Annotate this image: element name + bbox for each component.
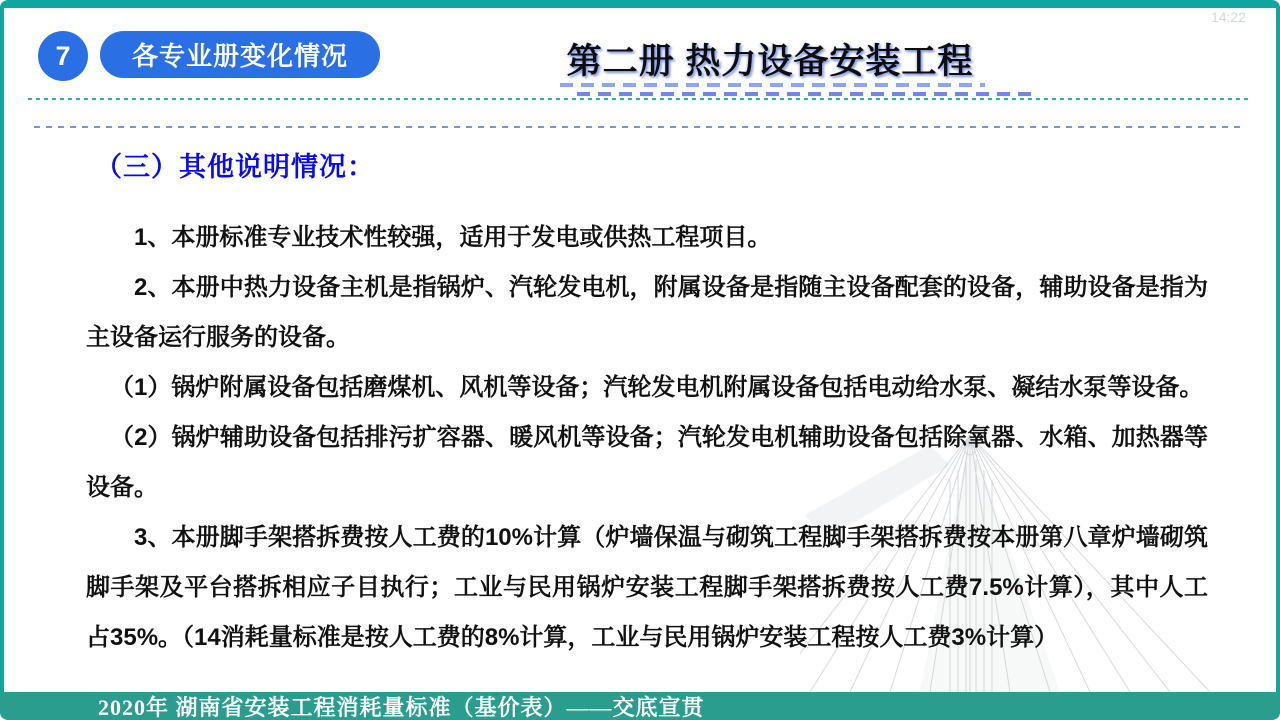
- paragraph-5: 3、本册脚手架搭拆费按人工费的10%计算（炉墙保温与砌筑工程脚手架搭拆费按本册第八章炉墙砌筑脚手架及平台搭拆相应子目执行；工业与民用锅炉安装工程脚手架搭拆费按人工费7.5%计算），其中人工占35%。（14消耗量标准是按人工费的8%计算，工业与民用锅炉安装工程按人工费3%计算）: [86, 524, 1208, 651]
- slide-frame-left: [0, 0, 4, 720]
- content-heading: （三）其他说明情况：: [95, 152, 375, 182]
- footer-text: 2020年 湖南省安装工程消耗量标准（基价表）——交底宣贯: [98, 694, 705, 720]
- section-label-pill: 各专业册变化情况: [100, 31, 380, 78]
- footer-bar: [0, 692, 1280, 720]
- title-underline-dashes-1: [560, 83, 985, 87]
- paragraph-4: （2）锅炉辅助设备包括排污扩容器、暖风机等设备；汽轮发电机辅助设备包括除氧器、水箱、加热器等设备。: [86, 424, 1208, 501]
- paragraph-2: 2、本册中热力设备主机是指锅炉、汽轮发电机，附属设备是指随主设备配套的设备，辅助设备是指为主设备运行服务的设备。: [86, 274, 1208, 351]
- screen-clock: 14:22: [1210, 9, 1246, 25]
- body-text-block: [86, 213, 1208, 663]
- slide-frame-top: [0, 0, 1280, 8]
- slide-frame-right: [1276, 0, 1280, 720]
- page-number-badge: 7: [38, 31, 88, 81]
- header-divider-blue: [34, 126, 1246, 128]
- paragraph-1: 1、本册标准专业技术性较强，适用于发电或供热工程项目。: [134, 224, 772, 251]
- title-underline-dashes-2: [577, 92, 1032, 96]
- header-divider-teal: [28, 98, 1252, 100]
- paragraph-3: （1）锅炉附属设备包括磨煤机、风机等设备；汽轮发电机附属设备包括电动给水泵、凝结水泵等设备。: [110, 374, 1204, 401]
- slide-title: 第二册 热力设备安装工程: [566, 42, 974, 81]
